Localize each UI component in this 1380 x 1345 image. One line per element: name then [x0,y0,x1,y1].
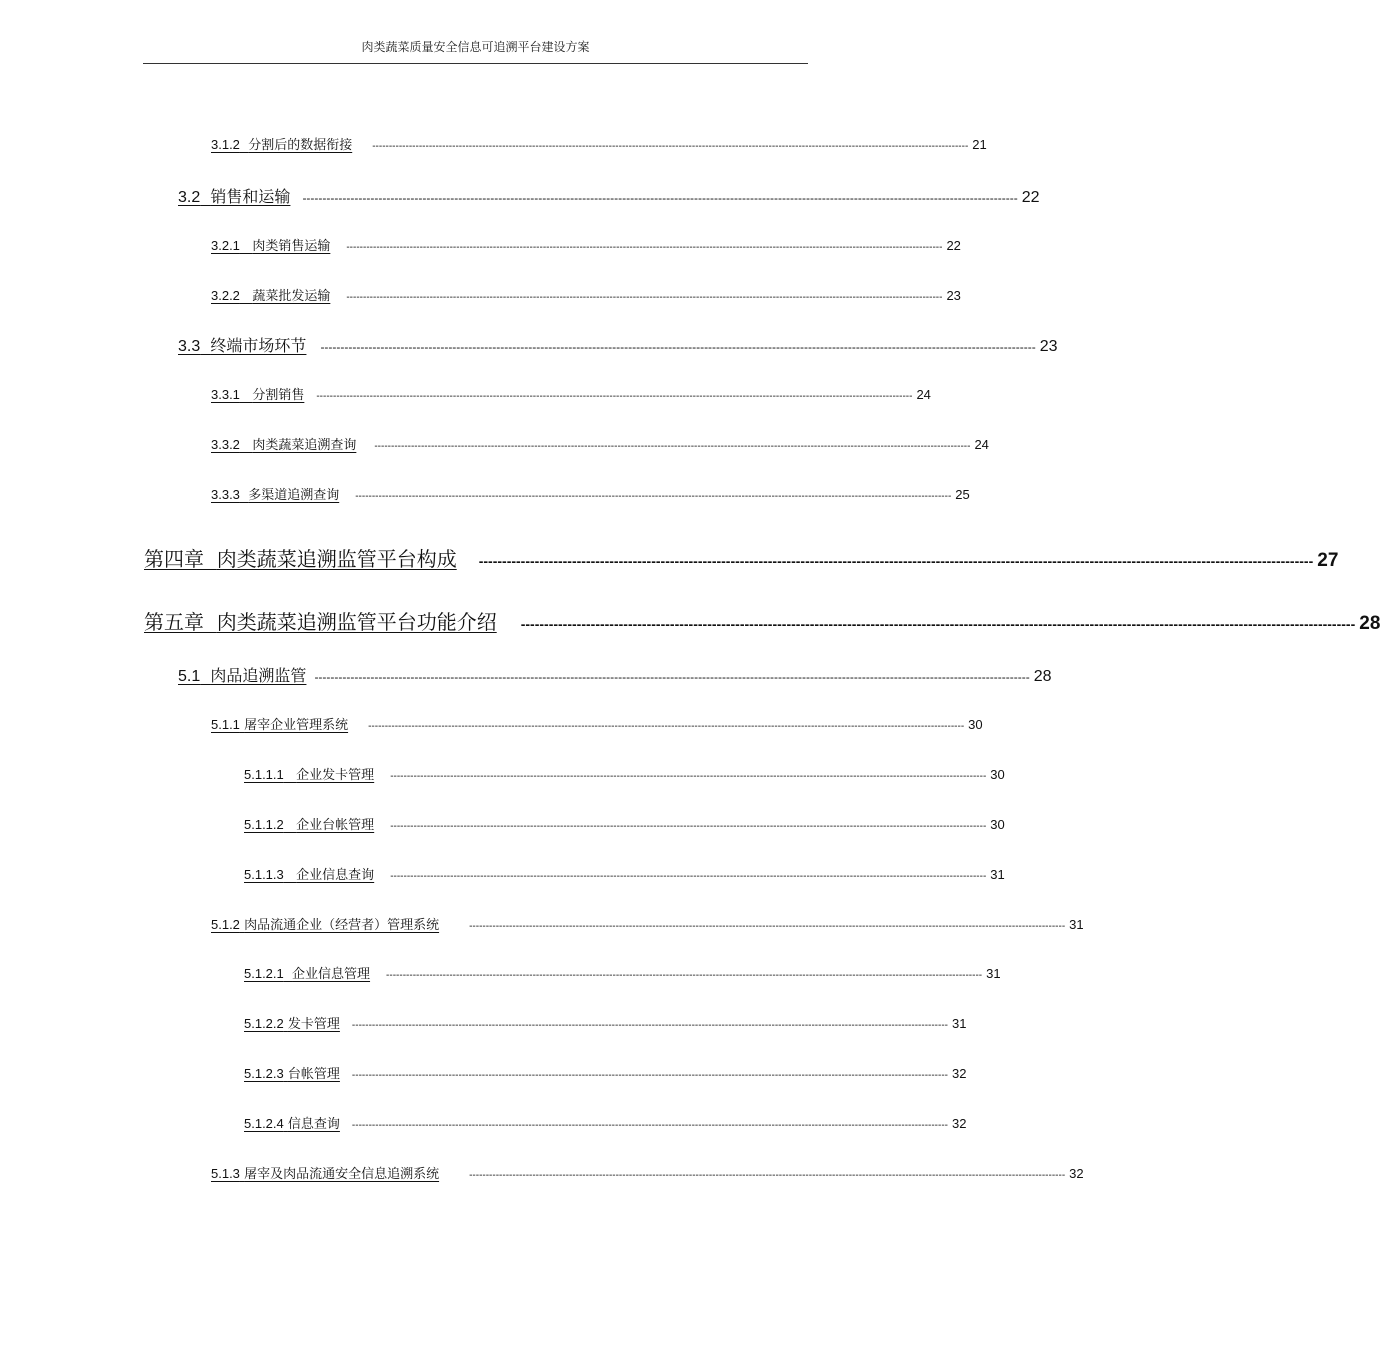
toc-dot-leader: ----------------------------------------------------------------------------------------------------------------------------------------------------------------------------------- [386,970,983,981]
toc-dot-leader: ----------------------------------------------------------------------------------------------------------------------------------------------------------------------------------- [316,391,913,402]
toc-entry-label: 5.1.2.2 发卡管理 [244,1016,340,1032]
toc-page-number: 30 [990,817,1005,832]
toc-entry-3-2-2[interactable] [211,285,961,304]
toc-entry-label: 5.1.1.3 企业信息查询 [244,867,375,883]
toc-page-number: 23 [946,288,961,303]
toc-page-number: 24 [974,437,989,452]
running-header: 肉类蔬菜质量安全信息可追溯平台建设方案 [361,40,590,54]
toc-page-number: 21 [972,137,987,152]
toc-entry-label: 3.2.1 肉类销售运输 [211,238,331,254]
toc-dot-leader: ----------------------------------------------------------------------------------------------------------------------------------------------------------------------------------- [390,871,987,882]
toc-entry-5-1-2-1[interactable] [244,963,1001,982]
toc-page-number: 30 [990,767,1005,782]
toc-entry-label: 第四章 肉类蔬菜追溯监管平台构成 [144,547,457,571]
toc-entry-label: 3.3.1 分割销售 [211,387,305,403]
toc-page-number: 28 [1033,668,1052,685]
toc-dot-leader: ----------------------------------------------------------------------------------------------------------------------------------------------------------------------------------- [478,553,1314,569]
toc-page-number: 31 [952,1016,967,1031]
toc-entry-label: 3.3 终端市场环节 [178,336,307,355]
toc-dot-leader: ----------------------------------------------------------------------------------------------------------------------------------------------------------------------------------- [390,821,987,832]
toc-entry-5-1-1-2[interactable] [244,814,1005,833]
toc-entry-3-3-2[interactable] [211,434,989,453]
toc-entry-5-1-2[interactable] [211,914,1084,933]
toc-entry-label: 3.2.2 蔬菜批发运输 [211,288,331,304]
toc-entry-label: 5.1.1.2 企业台帐管理 [244,817,375,833]
toc-entry-5-1[interactable] [178,663,1052,686]
toc-dot-leader: ----------------------------------------------------------------------------------------------------------------------------------------------------------------------------------- [520,616,1356,632]
toc-entry-5-1-3[interactable] [211,1163,1084,1182]
toc-entry-label: 5.1.2 肉品流通企业（经营者）管理系统 [211,917,440,933]
toc-entry-5-1-2-3[interactable] [244,1063,967,1082]
toc-entry-label: 第五章 肉类蔬菜追溯监管平台功能介绍 [144,610,497,634]
toc-dot-leader: ----------------------------------------------------------------------------------------------------------------------------------------------------------------------------------- [374,441,971,452]
toc-entry-5-1-1-1[interactable] [244,764,1005,783]
toc-page-number: 23 [1039,338,1058,355]
toc-entry-label: 5.1.3 屠宰及肉品流通安全信息追溯系统 [211,1166,440,1182]
toc-entry-3-2-1[interactable] [211,235,961,254]
toc-page-number: 28 [1359,613,1380,634]
toc-dot-leader: ----------------------------------------------------------------------------------------------------------------------------------------------------------------------------------- [390,771,987,782]
toc-dot-leader: ----------------------------------------------------------------------------------------------------------------------------------------------------------------------------------- [351,1120,949,1131]
toc-dot-leader: ----------------------------------------------------------------------------------------------------------------------------------------------------------------------------------- [469,921,1066,932]
toc-entry-label: 3.2 销售和运输 [178,187,291,206]
toc-entry-3-3[interactable] [178,333,1058,356]
toc-page-number: 25 [955,487,970,502]
toc-entry-label: 5.1.2.1 企业信息管理 [244,966,371,982]
toc-dot-leader: ----------------------------------------------------------------------------------------------------------------------------------------------------------------------------------- [355,491,952,502]
toc-page-number: 31 [1069,917,1084,932]
toc-entry-label: 5.1.1 屠宰企业管理系统 [211,717,349,733]
toc-page-number: 22 [1021,189,1040,206]
toc-dot-leader: ----------------------------------------------------------------------------------------------------------------------------------------------------------------------------------- [368,721,965,732]
toc-dot-leader: ----------------------------------------------------------------------------------------------------------------------------------------------------------------------------------- [314,670,1030,684]
toc-dot-leader: ----------------------------------------------------------------------------------------------------------------------------------------------------------------------------------- [302,191,1018,205]
toc-dot-leader: ----------------------------------------------------------------------------------------------------------------------------------------------------------------------------------- [320,340,1036,354]
toc-dot-leader: ----------------------------------------------------------------------------------------------------------------------------------------------------------------------------------- [346,242,943,253]
toc-page-number: 24 [916,387,931,402]
toc-page-number: 31 [986,966,1001,981]
toc-entry-3-3-3[interactable] [211,484,970,503]
toc-page-number: 32 [952,1066,967,1081]
toc-entry-3-3-1[interactable] [211,384,931,403]
toc-entry-3-1-2[interactable] [211,134,987,153]
toc-page-number: 32 [1069,1166,1084,1181]
toc-page-number: 32 [952,1116,967,1131]
toc-entry-label: 3.1.2 分割后的数据衔接 [211,137,353,153]
toc-dot-leader: ----------------------------------------------------------------------------------------------------------------------------------------------------------------------------------- [469,1170,1066,1181]
toc-entry-chapter-4[interactable] [144,543,1339,572]
toc-entry-label: 3.3.3 多渠道追溯查询 [211,487,340,503]
toc-entry-5-1-1-3[interactable] [244,864,1005,883]
toc-entry-chapter-5[interactable] [144,606,1380,635]
toc-dot-leader: ----------------------------------------------------------------------------------------------------------------------------------------------------------------------------------- [351,1070,949,1081]
toc-page-number: 30 [968,717,983,732]
toc-entry-label: 5.1.2.3 台帐管理 [244,1066,340,1082]
toc-page-number: 22 [946,238,961,253]
toc-dot-leader: ----------------------------------------------------------------------------------------------------------------------------------------------------------------------------------- [351,1020,949,1031]
toc-page-number: 31 [990,867,1005,882]
toc-entry-label: 3.3.2 肉类蔬菜追溯查询 [211,437,357,453]
toc-dot-leader: ----------------------------------------------------------------------------------------------------------------------------------------------------------------------------------- [346,292,943,303]
toc-entry-label: 5.1.1.1 企业发卡管理 [244,767,375,783]
header-rule [143,63,808,64]
toc-dot-leader: ----------------------------------------------------------------------------------------------------------------------------------------------------------------------------------- [372,141,969,152]
toc-entry-label: 5.1.2.4 信息查询 [244,1116,340,1132]
toc-entry-5-1-2-2[interactable] [244,1013,967,1032]
toc-entry-5-1-1[interactable] [211,714,983,733]
toc-entry-5-1-2-4[interactable] [244,1113,967,1132]
toc-entry-label: 5.1 肉品追溯监管 [178,666,307,685]
toc-page-number: 27 [1317,550,1339,571]
toc-entry-3-2[interactable] [178,184,1040,207]
